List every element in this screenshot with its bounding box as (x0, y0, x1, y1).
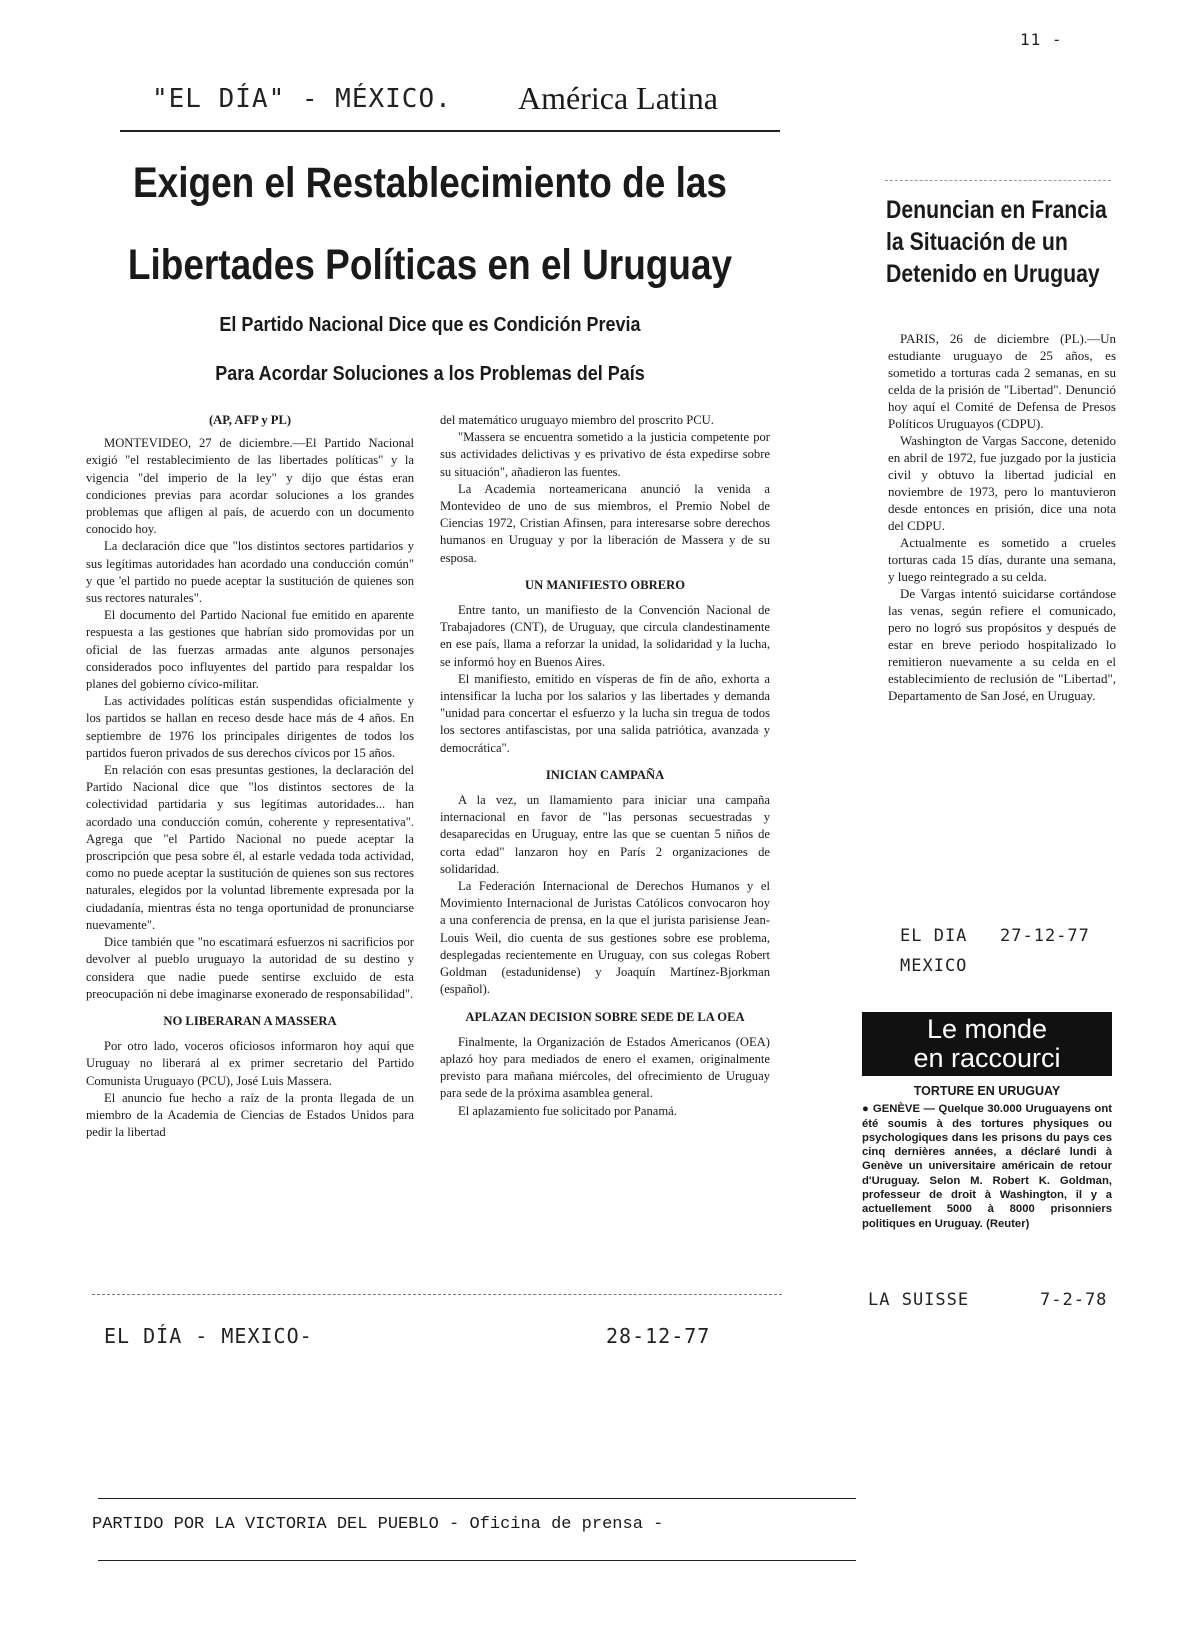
article-column-1 (86, 412, 414, 1141)
side-clipping-edge (885, 180, 1111, 181)
subheading: NO LIBERARAN A MASSERA (163, 1013, 337, 1028)
subtitle-line2: Para Acordar Soluciones a los Problemas del País (215, 363, 645, 385)
handwritten-source-top: "EL DÍA" - MÉXICO. (152, 84, 452, 114)
paragraph: Washington de Vargas Saccone, detenido en abril de 1972, fue juzgado por la justicia civil y obtuvo la libertad judicial en noviembre de 1973, pero lo mantuvieron desde entonces en prisión, dice una nota del CDPU. (888, 433, 1116, 533)
article-column-2 (440, 412, 770, 1120)
clipping-edge (92, 1294, 782, 1295)
footer-rule-top (98, 1498, 856, 1499)
subtitle-line1: El Partido Nacional Dice que es Condición Previa (219, 314, 641, 336)
paragraph: A la vez, un llamamiento para iniciar una campaña internacional en favor de "las personas secuestradas y desaparecidas en Uruguay, entre las que se cuentan 5 niños de corta edad" lanzaron hoy en París 2 organizaciones de solidaridad. (440, 793, 770, 876)
subheading: APLAZAN DECISION SOBRE SEDE DE LA OEA (465, 1009, 745, 1024)
paragraph: En relación con esas presuntas gestiones, la declaración del Partido Nacional dice que "los distintos sectores de la colectividad partidaria y sus legítimas autoridades... han acordado una conducción común, coherente y representativa". Agrega que "el Partido Nacional no puede aceptar la proscripción que pesa sobre él, al estarle vedada toda actividad, como no puede aceptar la sustitución de quienes son sus rectores naturales, elegidos por la voluntad libremente expresada por la ciudadanía, mientras ésta no tenga oportunidad de pronunciarse nuevamente". (86, 763, 414, 932)
paragraph: Actualmente es sometido a crueles torturas cada 15 días, durante una semana, y luego reintegrado a su celda. (888, 535, 1116, 584)
subheading: INICIAN CAMPAÑA (545, 767, 665, 782)
paragraph: Por otro lado, voceros oficiosos informaron hoy aquí que Uruguay no liberará al ex primer secretario del Partido Comunista Uruguayo (PCU), José Luis Massera. (86, 1039, 414, 1088)
paragraph: El manifiesto, emitido en vísperas de fin de año, exhorta a intensificar la lucha por los salarios y las libertades y demanda "unidad para concertar el esfuerzo y la lucha sin tregua de todos los sectores antifascistas, por una salida patriótica, avanzada y democrática". (440, 671, 770, 755)
banner-line: Le monde (926, 1014, 1048, 1044)
footer-rule-bottom (98, 1560, 856, 1561)
headline-line1: Exigen el Restablecimiento de las (133, 159, 727, 207)
paragraph: PARIS, 26 de diciembre (PL).—Un estudiante uruguayo de 25 años, es sometido a torturas cada 2 semanas, en su celda de la prisión de "Libertad". Denunció hoy aquí el Comité de Defensa de Presos Políticos Uruguayos (CDPU). (888, 331, 1116, 431)
paragraph: El aplazamiento fue solicitado por Panamá. (458, 1103, 677, 1118)
side-headline-line: Detenido en Uruguay (886, 260, 1100, 288)
paragraph: Entre tanto, un manifiesto de la Convención Nacional de Trabajadores (CNT), de Uruguay, que circula clandestinamente en ese país, llama a reforzar la unidad, la solidaridad y la lucha, se informó hoy en Buenos Aires. (440, 603, 770, 669)
subheading: UN MANIFIESTO OBRERO (524, 577, 685, 592)
paragraph: MONTEVIDEO, 27 de diciembre.—El Partido Nacional exigió "el restablecimiento de las libertades políticas" y la vigencia "del imperio de la ley" y dijo que éstas eran condiciones previas para acordar soluciones a los grandes problemas que afligen al país, de acuerdo con un documento conocido hoy. (86, 436, 414, 537)
paragraph: El documento del Partido Nacional fue emitido en aparente respuesta a las gestiones que habrían sido promovidas por un oficial de las fuerzas armadas ante algunos personajes considerados poco influyentes del partido para respaldar los planes del gobierno cívico-militar. (86, 608, 414, 692)
paragraph: De Vargas intentó suicidarse cortándose las venas, según refiere el comunicado, pero no logró sus propósitos y después de estar en breve periodo hospitalizado lo remitieron nuevamente a su celda en el establecimiento de reclusión de "Libertad", Departamento de San José, en Uruguay. (888, 586, 1116, 703)
lemonde-heading: TORTURE EN URUGUAY (913, 1084, 1061, 1098)
handwritten-suisse-source: LA SUISSE (868, 1290, 970, 1310)
footer-text: PARTIDO POR LA VICTORIA DEL PUEBLO - Oficina de prensa - (92, 1515, 664, 1534)
side-article (888, 330, 1116, 704)
lemonde-clipping (862, 1012, 1112, 1231)
handwritten-side-source: EL DIA (900, 926, 968, 946)
lemonde-text: ● GENÈVE — Quelque 30.000 Uruguayens ont été soumis à des tortures physiques ou psychologiques dans les prisons du pays ces cinq dernières années, a déclaré lundi à Genève un universitaire américain de retour d'Uruguay. Selon M. Robert K. Goldman, professeur de droit à Washington, il y a actuellement 5000 à 8000 prisonniers politiques en Uruguay. (Reuter) (862, 1103, 1112, 1230)
handwritten-suisse-date: 7-2-78 (1040, 1290, 1108, 1310)
headline-line2: Libertades Políticas en el Uruguay (127, 241, 733, 289)
handwritten-side-city: MEXICO (900, 956, 968, 976)
section-rule (120, 130, 780, 132)
handwritten-side-date: 27-12-77 (1000, 926, 1090, 946)
paragraph: La declaración dice que "los distintos sectores partidarios y sus legítimas autoridades han acordado una conducción común" y que 'el partido no puede aceptar la sustitución de quienes son sus rectores naturales". (86, 539, 414, 606)
paragraph: La Academia norteamericana anunció la venida a Montevideo de uno de sus miembros, el Premio Nobel de Ciencias 1972, Cristian Afinsen, para interesarse sobre derechos humanos en Uruguay y por la liberación de Massera y de su esposa. (440, 481, 770, 565)
page-number: 11 - (1020, 30, 1063, 49)
handwritten-source-bottom: EL DÍA - MEXICO- (104, 1324, 313, 1348)
paragraph: Dice también que "no escatimará esfuerzos ni sacrificios por devolver al pueblo uruguayo la autoridad de su destino y considera que nadie puede sentirse excluido de esta preocupación ni debe imaginarse exonerado de responsabilidad". (86, 935, 414, 1001)
side-headline-line: la Situación de un (886, 228, 1068, 256)
side-headline (886, 194, 1107, 290)
lemonde-banner (862, 1012, 1112, 1076)
paragraph: El anuncio fue hecho a raíz de la pronta llegada de un miembro de la Academia de Ciencias de Estados Unidos para pedir la libertad (86, 1090, 414, 1140)
paragraph: del matemático uruguayo miembro del proscrito PCU. (440, 413, 714, 427)
section-label: América Latina (518, 80, 718, 116)
byline: (AP, AFP y PL) (208, 413, 292, 427)
paragraph: Finalmente, la Organización de Estados Americanos (OEA) aplazó hoy para mediados de enero el examen, originalmente previsto para mañana miércoles, del ofrecimiento de Uruguay para sede de la próxima asamblea general. (440, 1034, 770, 1101)
banner-line: en raccourci (913, 1043, 1061, 1073)
side-headline-line: Denuncian en Francia (886, 196, 1107, 224)
paragraph: "Massera se encuentra sometido a la justicia competente por sus actividades delictivas y es privativo de ésta expedirse sobre su situación", añadieron las fuentes. (440, 430, 770, 479)
handwritten-date-bottom: 28-12-77 (606, 1324, 711, 1348)
paragraph: Las actividades políticas están suspendidas oficialmente y los partidos se hallan en receso desde hace más de 4 años. En septiembre de 1976 los principales dirigentes de todos los partidos fueron privados de sus derechos cívicos por 15 años. (86, 694, 414, 760)
paragraph: La Federación Internacional de Derechos Humanos y el Movimiento Internacional de Juristas Católicos convocaron hoy a una conferencia de prensa, en la que el jurista parisiense Jean-Louis Weil, dio cuenta de sus gestiones sobre ese problema, desplegadas recientemente en Uruguay, con sus colegas Robert Goldman (estadunidense) y Joaquín Martínez-Bjorkman (español). (440, 879, 770, 997)
